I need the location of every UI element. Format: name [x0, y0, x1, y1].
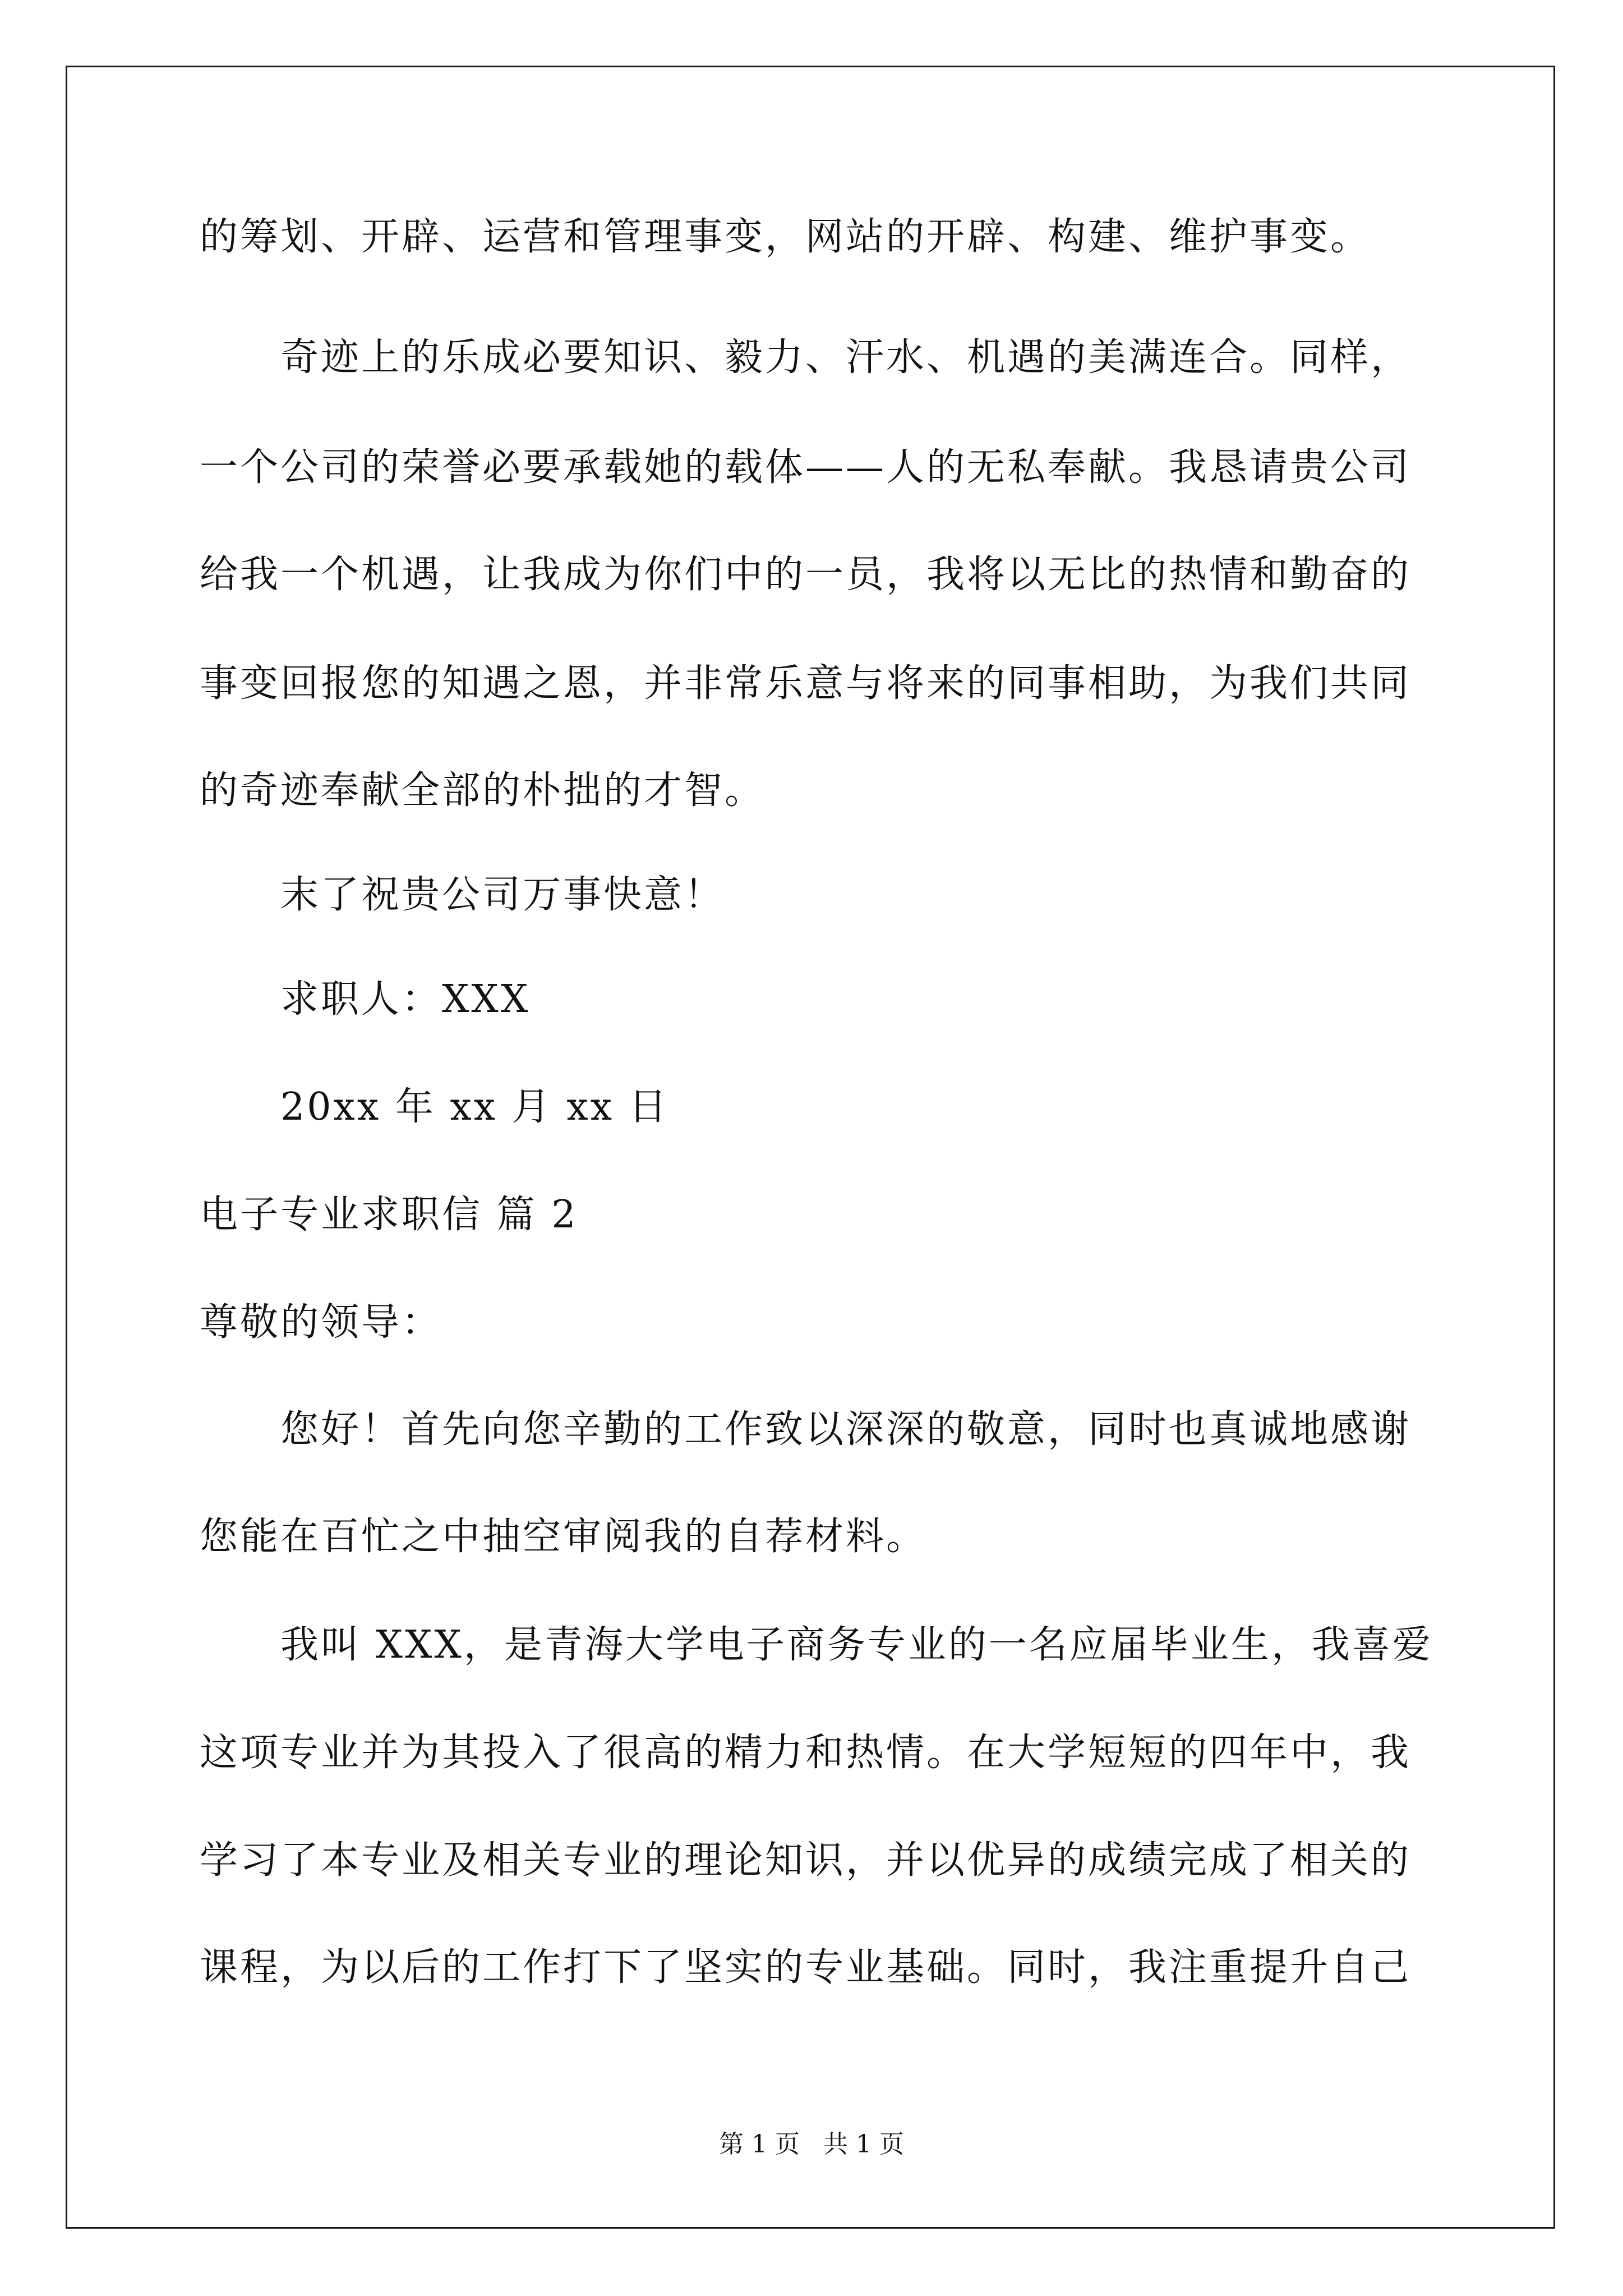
- closing-wish: 末了祝贵公司万事快意！: [280, 873, 725, 917]
- paragraph-line: 的筹划、开辟、运营和管理事变，网站的开辟、构建、维护事变。: [200, 215, 1371, 259]
- applicant-signature: 求职人：XXX: [280, 977, 531, 1022]
- paragraph-line: 一个公司的荣誉必要承载她的载体——人的无私奉献。我恳请贵公司: [200, 445, 1412, 490]
- paragraph-line: 这项专业并为其投入了很高的精力和热情。在大学短短的四年中，我: [200, 1731, 1412, 1775]
- paragraph-line: 学习了本专业及相关专业的理论知识，并以优异的成绩完成了相关的: [200, 1838, 1412, 1883]
- paragraph-line: 您能在百忙之中抽空审阅我的自荐材料。: [200, 1515, 927, 1559]
- page-footer: 第 1 页 共 1 页: [719, 2130, 904, 2159]
- paragraph-line: 我叫 XXX，是青海大学电子商务专业的一名应届毕业生，我喜爱: [280, 1623, 1433, 1667]
- letter-date: 20xx 年 xx 月 xx 日: [280, 1085, 669, 1129]
- paragraph-line: 的奇迹奉献全部的朴拙的才智。: [200, 769, 766, 813]
- paragraph-line: 给我一个机遇，让我成为你们中的一员，我将以无比的热情和勤奋的: [200, 553, 1412, 597]
- page-border: [66, 66, 1555, 2229]
- section-heading: 电子专业求职信 篇 2: [200, 1193, 578, 1237]
- paragraph-line: 奇迹上的乐成必要知识、毅力、汗水、机遇的美满连合。同样，: [280, 335, 1412, 380]
- salutation: 尊敬的领导：: [200, 1300, 442, 1345]
- paragraph-line: 课程，为以后的工作打下了坚实的专业基础。同时，我注重提升自己: [200, 1945, 1412, 1990]
- paragraph-line: 您好！首先向您辛勤的工作致以深深的敬意，同时也真诚地感谢: [280, 1407, 1412, 1452]
- paragraph-line: 事变回报您的知遇之恩，并非常乐意与将来的同事相助，为我们共同: [200, 661, 1412, 706]
